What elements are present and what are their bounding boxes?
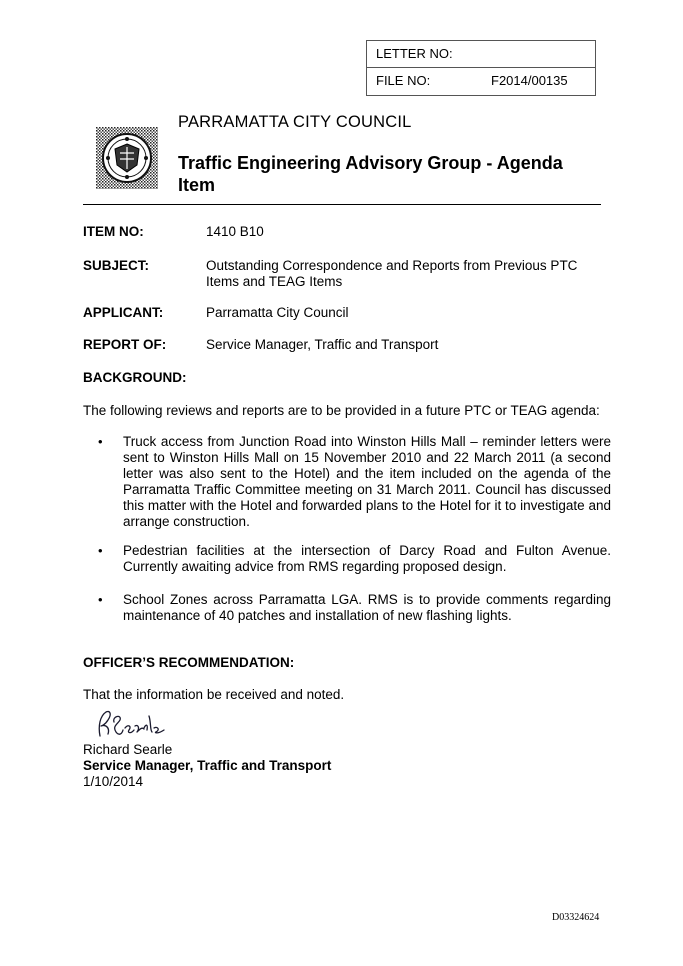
file-no-row — [367, 68, 595, 94]
letter-no-row — [367, 41, 595, 68]
report-of-label: REPORT OF: — [83, 337, 167, 352]
bullet-icon: • — [98, 434, 103, 449]
bullet-icon: • — [98, 592, 103, 607]
signatory-name: Richard Searle — [83, 742, 173, 757]
council-seal-icon — [96, 127, 158, 189]
council-name: PARRAMATTA CITY COUNCIL — [178, 113, 412, 131]
list-item: School Zones across Parramatta LGA. RMS is to provide comments regarding maintenance of 40 patches and installation of new flashing lights. — [123, 592, 611, 623]
list-item: Pedestrian facilities at the intersection of Darcy Road and Fulton Avenue. Currently awaiting advice from RMS regarding proposed design. — [123, 543, 611, 574]
report-of-value: Service Manager, Traffic and Transport — [206, 337, 439, 352]
list-item: Truck access from Junction Road into Winston Hills Mall – reminder letters were sent to Winston Hills Mall on 15 November 2010 and 22 March 2011 (a second letter was also sent to the Hotel) and the item included on the agenda of the Parramatta Traffic Committee meeting on 31 March 2011. Council has discussed this matter with the Hotel and forwarded plans to the Hotel for it to investigate and arrange construction. — [123, 434, 611, 529]
item-no-label: ITEM NO: — [83, 224, 144, 239]
applicant-label: APPLICANT: — [83, 305, 164, 320]
signatory-position: Service Manager, Traffic and Transport — [83, 758, 332, 773]
applicant-value: Parramatta City Council — [206, 305, 349, 320]
bullet-icon: • — [98, 543, 103, 558]
file-no-label: FILE NO: — [376, 73, 431, 88]
file-no-value: F2014/00135 — [491, 73, 568, 88]
signature-image — [92, 706, 172, 740]
title-divider — [83, 204, 601, 205]
background-heading: BACKGROUND: — [83, 370, 187, 385]
item-no-value: 1410 B10 — [206, 224, 264, 239]
report-date: 1/10/2014 — [83, 774, 144, 789]
page-title: Traffic Engineering Advisory Group - Agenda Item — [178, 153, 563, 195]
recommendation-heading: OFFICER’S RECOMMENDATION: — [83, 655, 295, 670]
document-number: D03324624 — [552, 912, 600, 923]
recommendation-text: That the information be received and noted. — [83, 687, 345, 702]
reference-box — [366, 40, 596, 96]
subject-value: Outstanding Correspondence and Reports from Previous PTC Items and TEAG Items — [206, 258, 578, 289]
background-intro: The following reviews and reports are to be provided in a future PTC or TEAG agenda: — [83, 403, 600, 418]
letter-no-label: LETTER NO: — [376, 46, 453, 61]
subject-label: SUBJECT: — [83, 258, 150, 273]
